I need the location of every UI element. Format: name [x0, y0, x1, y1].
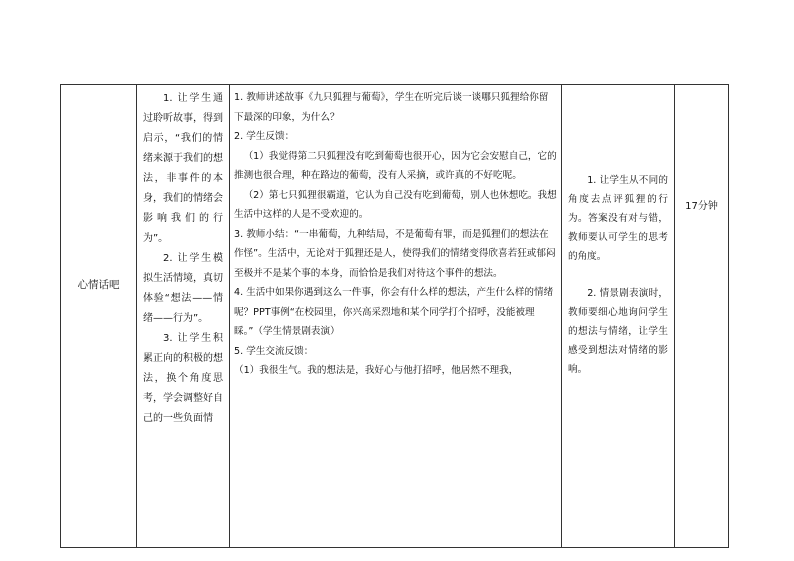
- goal-item: 1. 让学生通过聆听故事，得到启示，“我们的情绪来源于我们的想法，非事件的本身，我们的情绪会影响我们的行为”。: [143, 93, 223, 244]
- process-step: 4. 生活中如果你遇到这么一件事，你会有什么样的想法，产生什么样的情绪呢？PPT事例“在校园里，你兴高采烈地和某个同学打个招呼，没能被理睬。”（学生情景剧表演）: [234, 287, 554, 337]
- section-cell: [61, 85, 137, 548]
- time-value: 17分钟: [685, 201, 718, 212]
- goals-cell: [137, 85, 230, 548]
- process-step: 5. 学生交流反馈：: [234, 345, 314, 357]
- process-step: （1）我觉得第二只狐狸没有吃到葡萄也很开心，因为它会安慰自己，它的推测也很合理，种在路边的葡萄，没有人采摘，或许真的不好吃呢。: [234, 150, 557, 181]
- time-cell: [675, 85, 729, 548]
- process-cell: [230, 85, 562, 548]
- table-row: [61, 85, 729, 548]
- design-cell: [562, 85, 675, 548]
- design-note: 1. 让学生从不同的角度去点评狐狸的行为。答案没有对与错，教师要认可学生的思考的角度。: [568, 175, 668, 262]
- process-step: 3. 教师小结：“一串葡萄，九种结局，不是葡萄有罪，而是狐狸们的想法在作怪”。生活中，无论对于狐狸还是人，使得我们的情绪变得欣喜若狂或郁闷至极并不是某个事的本身，而恰恰是我们对待这个事件的想法。: [234, 228, 556, 279]
- process-step: （1）我很生气。我的想法是，我好心与他打招呼，他居然不理我，: [234, 365, 519, 376]
- process-step: （2）第七只狐狸很霸道，它认为自己没有吃到葡萄，别人也休想吃。我想生活中这样的人是不受欢迎的。: [234, 189, 557, 220]
- process-step: 2. 学生反馈：: [234, 131, 295, 142]
- section-title: 心情话吧: [77, 279, 120, 291]
- goal-item: 2. 让学生模拟生活情境，真切体验“想法——情绪——行为”。: [143, 253, 223, 324]
- process-step: 1. 教师讲述故事《九只狐狸与葡萄》，学生在听完后谈一谈哪只狐狸给你留下最深的印象，为什么？: [234, 92, 549, 123]
- goal-item: 3. 让学生积累正向的积极的想法，换个角度思考，学会调整好自己的一些负面情: [143, 333, 223, 424]
- design-note: 2. 情景剧表演时，教师要细心地询问学生的想法与情绪，让学生感受到想法对情绪的影响。: [568, 288, 668, 375]
- lesson-plan-table: [60, 84, 729, 548]
